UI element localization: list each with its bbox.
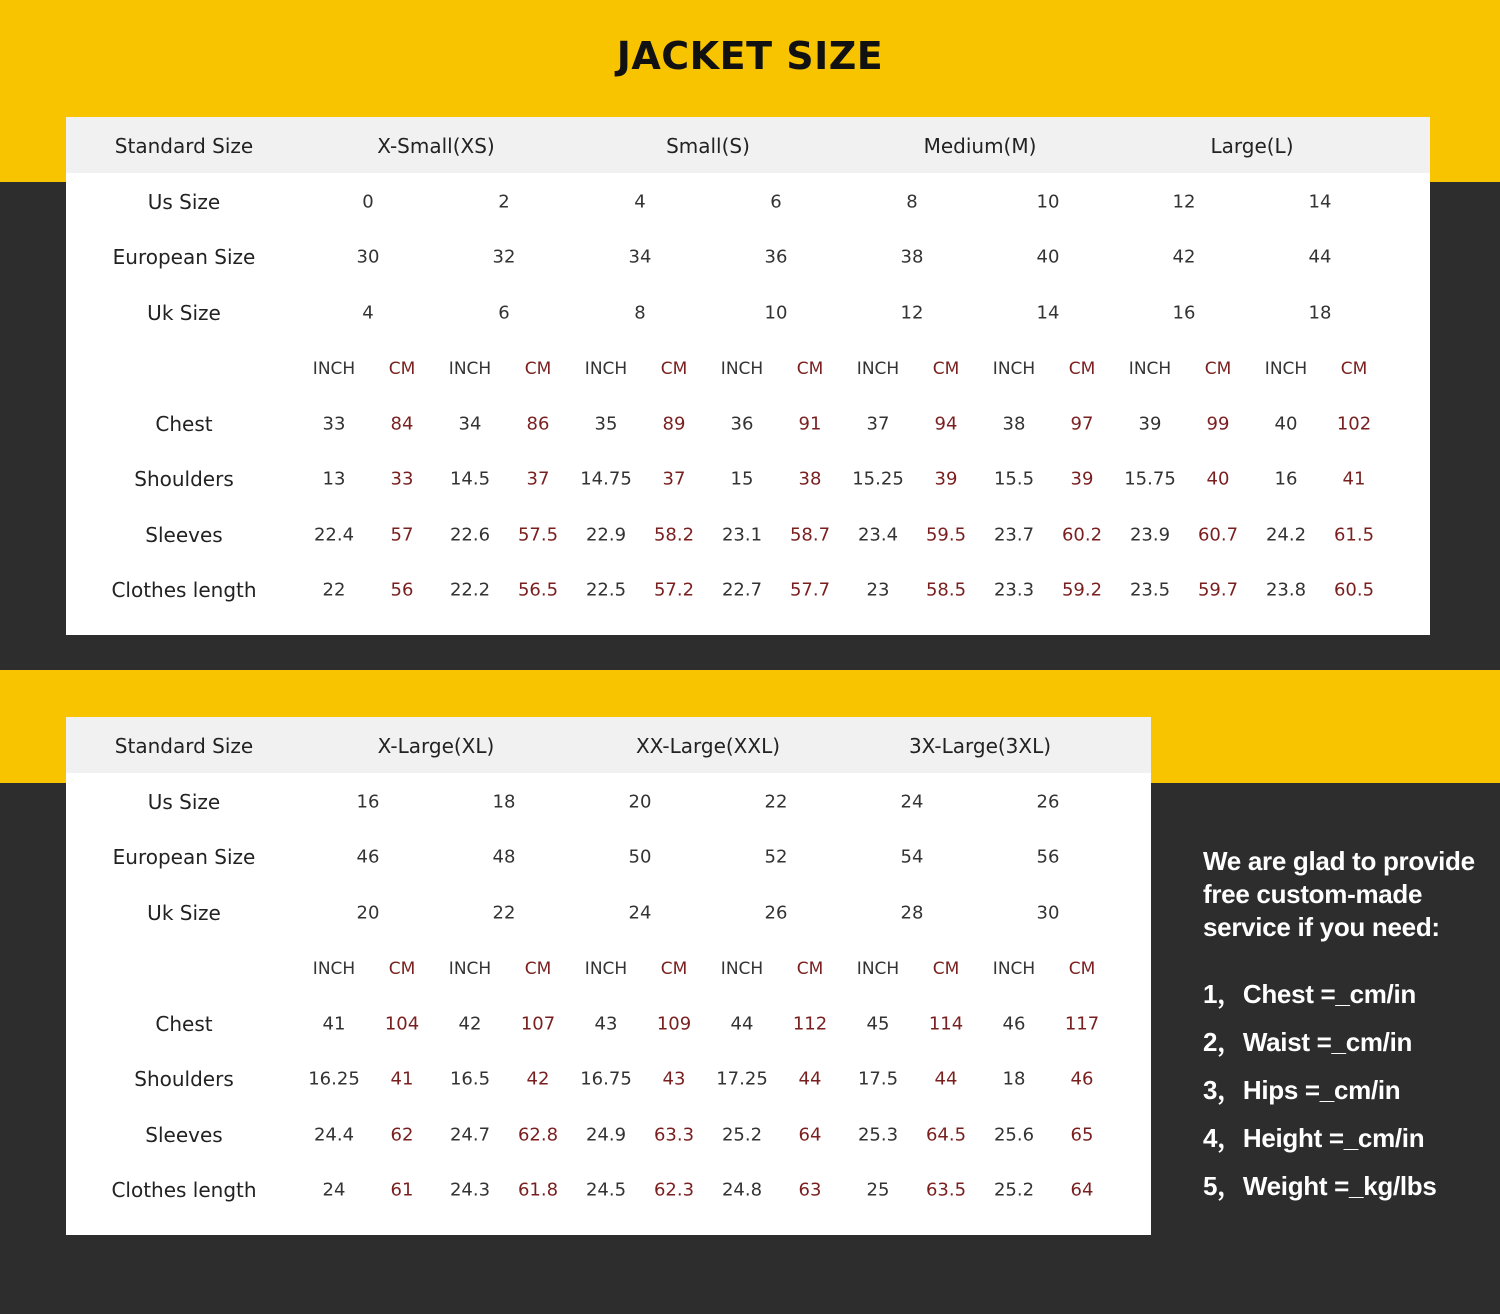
unit-header: INCH — [856, 359, 900, 379]
unit-header: CM — [524, 359, 552, 379]
measure-value: 23.8 — [1265, 579, 1307, 601]
measure-value: 58.5 — [925, 579, 967, 601]
measure-value: 18 — [1002, 1068, 1026, 1090]
measure-value: 35 — [594, 413, 618, 435]
measure-value: 117 — [1064, 1013, 1100, 1035]
size-group-header: XX-Large(XXL) — [635, 734, 781, 758]
size-value: 10 — [1036, 191, 1060, 213]
measure-value: 44 — [934, 1068, 958, 1090]
size-value: 24 — [628, 902, 652, 924]
size-value: 44 — [1308, 246, 1332, 268]
unit-header: INCH — [312, 959, 356, 979]
measure-value: 57.5 — [517, 524, 559, 546]
measure-value: 24.2 — [1265, 524, 1307, 546]
row-label: Clothes length — [111, 1178, 257, 1202]
measure-value: 41 — [390, 1068, 414, 1090]
measure-value: 58.2 — [653, 524, 695, 546]
size-value: 20 — [356, 902, 380, 924]
measure-value: 13 — [322, 468, 346, 490]
measure-value: 64 — [798, 1124, 822, 1146]
size-value: 42 — [1172, 246, 1196, 268]
measure-value: 16.75 — [580, 1068, 632, 1090]
unit-header: INCH — [856, 959, 900, 979]
size-value: 8 — [634, 302, 646, 324]
measure-value: 22.7 — [721, 579, 763, 601]
measure-value: 63.5 — [925, 1179, 967, 1201]
size-value: 16 — [356, 791, 380, 813]
measure-value: 57.7 — [789, 579, 831, 601]
size-value: 10 — [764, 302, 788, 324]
unit-header: CM — [932, 959, 960, 979]
size-table-xl-to-3xl — [66, 717, 1151, 1235]
measure-value: 37 — [866, 413, 890, 435]
row-label: European Size — [112, 245, 256, 269]
measure-value: 46 — [1002, 1013, 1026, 1035]
measure-value: 33 — [322, 413, 346, 435]
row-label: Us Size — [147, 190, 221, 214]
measure-value: 56.5 — [517, 579, 559, 601]
size-value: 54 — [900, 846, 924, 868]
unit-header: CM — [1340, 359, 1368, 379]
measure-value: 33 — [390, 468, 414, 490]
measure-value: 97 — [1070, 413, 1094, 435]
measure-value: 64 — [1070, 1179, 1094, 1201]
unit-header: CM — [388, 959, 416, 979]
measure-value: 102 — [1336, 413, 1372, 435]
size-value: 38 — [900, 246, 924, 268]
size-value: 12 — [900, 302, 924, 324]
size-value: 28 — [900, 902, 924, 924]
measure-value: 24.3 — [449, 1179, 491, 1201]
custom-service-item: 2，Waist =_cm/in — [1203, 1027, 1413, 1057]
unit-header: INCH — [584, 359, 628, 379]
measure-value: 107 — [520, 1013, 556, 1035]
measure-value: 22.6 — [449, 524, 491, 546]
measure-value: 86 — [526, 413, 550, 435]
measure-value: 39 — [1138, 413, 1162, 435]
measure-value: 22.5 — [585, 579, 627, 601]
unit-header: INCH — [312, 359, 356, 379]
measure-value: 41 — [1342, 468, 1366, 490]
measure-value: 37 — [526, 468, 550, 490]
unit-header: INCH — [992, 359, 1036, 379]
measure-value: 16 — [1274, 468, 1298, 490]
measure-value: 15.5 — [993, 468, 1035, 490]
standard-size-label: Standard Size — [114, 134, 254, 158]
measure-value: 109 — [656, 1013, 692, 1035]
size-value: 18 — [492, 791, 516, 813]
measure-value: 64.5 — [925, 1124, 967, 1146]
measure-value: 24 — [322, 1179, 346, 1201]
measure-value: 60.7 — [1197, 524, 1239, 546]
measure-value: 40 — [1206, 468, 1230, 490]
row-label: European Size — [112, 845, 256, 869]
custom-service-intro: We are glad to provide free custom-made service if you need: — [1203, 846, 1475, 942]
size-group-header: 3X-Large(3XL) — [908, 734, 1052, 758]
measure-value: 22.9 — [585, 524, 627, 546]
row-label: Uk Size — [147, 901, 221, 925]
measure-value: 61.5 — [1333, 524, 1375, 546]
measure-value: 24.7 — [449, 1124, 491, 1146]
size-value: 22 — [492, 902, 516, 924]
measure-value: 59.2 — [1061, 579, 1103, 601]
size-value: 30 — [1036, 902, 1060, 924]
unit-header: INCH — [1128, 359, 1172, 379]
size-group-header: X-Large(XL) — [377, 734, 495, 758]
size-value: 16 — [1172, 302, 1196, 324]
measure-value: 17.25 — [716, 1068, 768, 1090]
size-value: 56 — [1036, 846, 1060, 868]
measure-value: 36 — [730, 413, 754, 435]
measure-value: 24.9 — [585, 1124, 627, 1146]
row-label: Chest — [155, 1012, 213, 1036]
measure-value: 57 — [390, 524, 414, 546]
measure-value: 63 — [798, 1179, 822, 1201]
measure-value: 37 — [662, 468, 686, 490]
measure-value: 16.25 — [308, 1068, 360, 1090]
unit-header: CM — [1068, 359, 1096, 379]
measure-value: 14.75 — [580, 468, 632, 490]
size-value: 40 — [1036, 246, 1060, 268]
size-value: 48 — [492, 846, 516, 868]
size-value: 12 — [1172, 191, 1196, 213]
unit-header: CM — [932, 359, 960, 379]
measure-value: 114 — [928, 1013, 964, 1035]
measure-value: 94 — [934, 413, 958, 435]
measure-value: 23.5 — [1129, 579, 1171, 601]
measure-value: 56 — [390, 579, 414, 601]
row-label: Sleeves — [145, 523, 223, 547]
size-value: 52 — [764, 846, 788, 868]
measure-value: 59.5 — [925, 524, 967, 546]
measure-value: 39 — [934, 468, 958, 490]
size-value: 46 — [356, 846, 380, 868]
measure-value: 63.3 — [653, 1124, 695, 1146]
measure-value: 57.2 — [653, 579, 695, 601]
measure-value: 89 — [662, 413, 686, 435]
size-value: 14 — [1308, 191, 1332, 213]
measure-value: 40 — [1274, 413, 1298, 435]
measure-value: 15.25 — [852, 468, 904, 490]
measure-value: 44 — [798, 1068, 822, 1090]
measure-value: 25.2 — [993, 1179, 1035, 1201]
measure-value: 34 — [458, 413, 482, 435]
size-value: 32 — [492, 246, 516, 268]
measure-value: 15 — [730, 468, 754, 490]
measure-value: 22.2 — [449, 579, 491, 601]
unit-header: INCH — [720, 959, 764, 979]
size-group-header: Medium(M) — [923, 134, 1037, 158]
measure-value: 25 — [866, 1179, 890, 1201]
unit-header: INCH — [448, 959, 492, 979]
measure-value: 25.6 — [993, 1124, 1035, 1146]
measure-value: 25.3 — [857, 1124, 899, 1146]
unit-header: CM — [660, 359, 688, 379]
measure-value: 43 — [662, 1068, 686, 1090]
measure-value: 60.2 — [1061, 524, 1103, 546]
measure-value: 16.5 — [449, 1068, 491, 1090]
measure-value: 84 — [390, 413, 414, 435]
size-value: 30 — [356, 246, 380, 268]
size-value: 20 — [628, 791, 652, 813]
size-value: 22 — [764, 791, 788, 813]
measure-value: 99 — [1206, 413, 1230, 435]
measure-value: 15.75 — [1124, 468, 1176, 490]
unit-header: CM — [796, 359, 824, 379]
standard-size-label: Standard Size — [114, 734, 254, 758]
measure-value: 38 — [798, 468, 822, 490]
measure-value: 104 — [384, 1013, 420, 1035]
unit-header: CM — [1068, 959, 1096, 979]
measure-value: 112 — [792, 1013, 828, 1035]
measure-value: 60.5 — [1333, 579, 1375, 601]
measure-value: 65 — [1070, 1124, 1094, 1146]
measure-value: 17.5 — [857, 1068, 899, 1090]
measure-value: 62.3 — [653, 1179, 695, 1201]
size-value: 2 — [498, 191, 510, 213]
size-value: 6 — [770, 191, 782, 213]
custom-service-item: 1，Chest =_cm/in — [1203, 979, 1416, 1009]
measure-value: 91 — [798, 413, 822, 435]
measure-value: 58.7 — [789, 524, 831, 546]
size-value: 36 — [764, 246, 788, 268]
measure-value: 22 — [322, 579, 346, 601]
unit-header: CM — [660, 959, 688, 979]
size-value: 0 — [362, 191, 374, 213]
size-value: 50 — [628, 846, 652, 868]
measure-value: 61 — [390, 1179, 414, 1201]
row-label: Uk Size — [147, 301, 221, 325]
size-group-header: X-Small(XS) — [377, 134, 495, 158]
measure-value: 61.8 — [517, 1179, 559, 1201]
measure-value: 39 — [1070, 468, 1094, 490]
unit-header: INCH — [584, 959, 628, 979]
unit-header: INCH — [720, 359, 764, 379]
measure-value: 22.4 — [313, 524, 355, 546]
row-label: Shoulders — [134, 467, 234, 491]
unit-header: CM — [1204, 359, 1232, 379]
measure-value: 23.1 — [721, 524, 763, 546]
row-label: Shoulders — [134, 1067, 234, 1091]
size-value: 4 — [634, 191, 646, 213]
size-table-small-to-large — [66, 117, 1430, 635]
measure-value: 62 — [390, 1124, 414, 1146]
size-value: 18 — [1308, 302, 1332, 324]
measure-value: 23 — [866, 579, 890, 601]
measure-value: 43 — [594, 1013, 618, 1035]
measure-value: 42 — [458, 1013, 482, 1035]
unit-header: CM — [796, 959, 824, 979]
measure-value: 23.4 — [857, 524, 899, 546]
measure-value: 46 — [1070, 1068, 1094, 1090]
unit-header: CM — [524, 959, 552, 979]
size-group-header: Large(L) — [1210, 134, 1294, 158]
size-group-header: Small(S) — [666, 134, 750, 158]
row-label: Sleeves — [145, 1123, 223, 1147]
size-value: 4 — [362, 302, 374, 324]
row-label: Us Size — [147, 790, 221, 814]
row-label: Clothes length — [111, 578, 257, 602]
measure-value: 62.8 — [517, 1124, 559, 1146]
measure-value: 24.5 — [585, 1179, 627, 1201]
unit-header: CM — [388, 359, 416, 379]
measure-value: 25.2 — [721, 1124, 763, 1146]
unit-header: INCH — [992, 959, 1036, 979]
size-value: 26 — [1036, 791, 1060, 813]
measure-value: 42 — [526, 1068, 550, 1090]
measure-value: 59.7 — [1197, 579, 1239, 601]
measure-value: 14.5 — [449, 468, 491, 490]
size-value: 24 — [900, 791, 924, 813]
measure-value: 45 — [866, 1013, 890, 1035]
custom-service-item: 5，Weight =_kg/lbs — [1203, 1171, 1437, 1201]
measure-value: 23.7 — [993, 524, 1035, 546]
measure-value: 23.3 — [993, 579, 1035, 601]
size-value: 34 — [628, 246, 652, 268]
measure-value: 23.9 — [1129, 524, 1171, 546]
size-value: 8 — [906, 191, 918, 213]
size-value: 26 — [764, 902, 788, 924]
custom-service-item: 3，Hips =_cm/in — [1203, 1075, 1401, 1105]
unit-header: INCH — [448, 359, 492, 379]
measure-value: 24.8 — [721, 1179, 763, 1201]
unit-header: INCH — [1264, 359, 1308, 379]
custom-service-note — [1203, 845, 1493, 1210]
measure-value: 38 — [1002, 413, 1026, 435]
custom-service-item: 4，Height =_cm/in — [1203, 1123, 1425, 1153]
size-value: 6 — [498, 302, 510, 324]
measure-value: 44 — [730, 1013, 754, 1035]
row-label: Chest — [155, 412, 213, 436]
measure-value: 41 — [322, 1013, 346, 1035]
measure-value: 24.4 — [313, 1124, 355, 1146]
page-title: JACKET SIZE — [616, 34, 884, 78]
size-value: 14 — [1036, 302, 1060, 324]
